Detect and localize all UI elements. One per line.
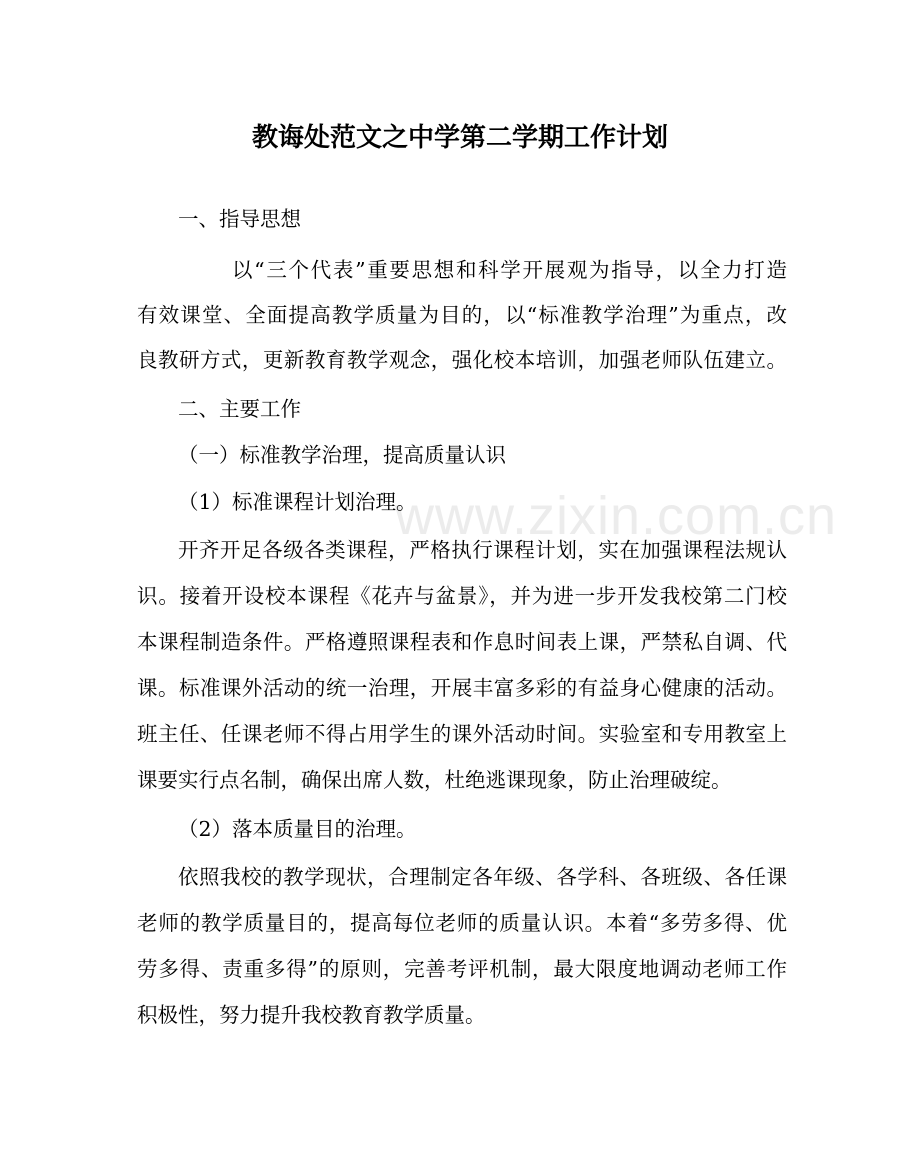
paragraph-line: 老师的教学质量目的，提高每位老师的质量认识。本着“多劳多得、优	[137, 911, 787, 935]
paragraph-line: 课。标准课外活动的统一治理，开展丰富多彩的有益身心健康的活动。	[137, 676, 787, 700]
paragraph-line: 识。接着开设校本课程《花卉与盆景》，并为进一步开发我校第二门校	[137, 584, 787, 608]
paragraph-line: 良教研方式，更新教育教学观念，强化校本培训，加强老师队伍建立。	[137, 348, 787, 372]
paragraph-line: 有效课堂、全面提高教学质量为目的，以“标准教学治理”为重点，改	[137, 303, 787, 327]
item-heading: （1）标准课程计划治理。	[178, 490, 417, 514]
paragraph-line: 积极性，努力提升我校教育教学质量。	[137, 1003, 486, 1027]
watermark: www.zixin.com.cn	[395, 486, 838, 546]
paragraph-line: 依照我校的教学现状，合理制定各年级、各学科、各班级、各任课	[178, 865, 787, 889]
document-title: 教诲处范文之中学第二学期工作计划	[251, 123, 668, 153]
section-heading-2: 二、主要工作	[178, 397, 301, 421]
section-heading-1: 一、指导思想	[178, 207, 301, 231]
paragraph-line: 本课程制造条件。严格遵照课程表和作息时间表上课，严禁私自调、代	[137, 630, 787, 654]
paragraph-line: 班主任、任课老师不得占用学生的课外活动时间。实验室和专用教室上	[137, 722, 787, 746]
item-heading: （2）落本质量目的治理。	[178, 817, 417, 841]
paragraph-line: 以“三个代表”重要思想和科学开展观为指导，以全力打造	[232, 258, 787, 282]
paragraph-line: 课要实行点名制，确保出席人数，杜绝逃课现象，防止治理破绽。	[137, 768, 732, 792]
paragraph-line: 劳多得、责重多得”的原则，完善考评机制，最大限度地调动老师工作	[137, 957, 787, 981]
subsection-heading: （一）标准教学治理，提高质量认识	[178, 443, 506, 467]
paragraph-line: 开齐开足各级各类课程，严格执行课程计划，实在加强课程法规认	[178, 538, 787, 562]
